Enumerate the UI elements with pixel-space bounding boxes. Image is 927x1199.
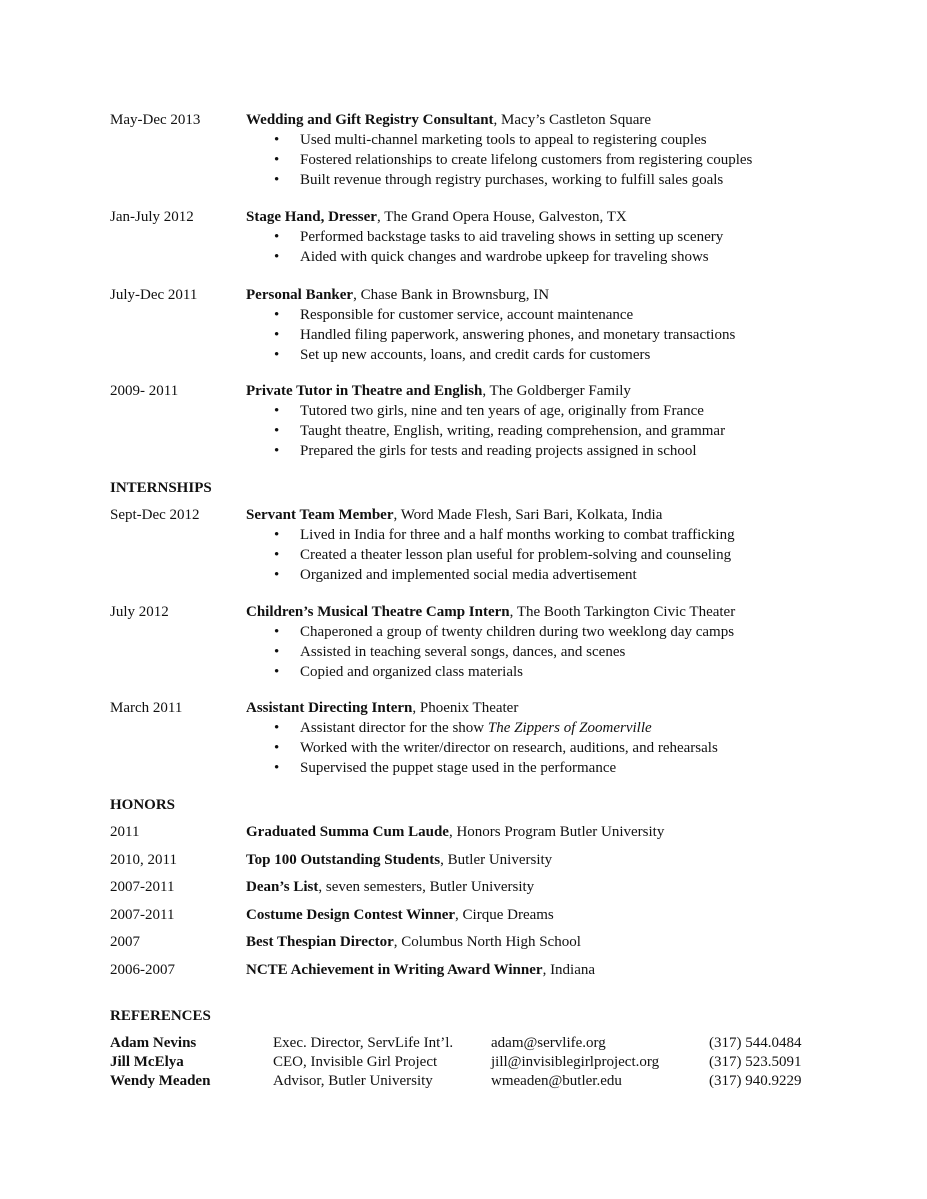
bullet-list [246,401,725,461]
bullet-text: Responsible for customer service, account maintenance [300,307,634,323]
entry-date: March 2011 [110,700,183,716]
entry-title-line [246,285,549,305]
bullet-text: Taught theatre, English, writing, reading comprehension, and grammar [300,423,726,439]
reference-row [110,1053,830,1072]
bullet-icon: • [274,644,280,660]
reference-row [110,1034,830,1053]
reference-role: Advisor, Butler University [273,1073,433,1089]
bullet-item [246,401,725,421]
bullet-item [246,545,735,565]
bullet-icon: • [274,443,280,459]
entry-date: July-Dec 2011 [110,287,198,303]
bullet-text: Assistant director for the show [300,720,488,736]
honor-org: , Honors Program Butler University [448,824,665,840]
bullet-list [246,525,735,585]
entry-title: Children’s Musical Theatre Camp Intern [246,604,510,620]
bullet-icon: • [274,720,280,736]
honor-org: , Columbus North High School [393,934,581,950]
bullet-text: Built revenue through registry purchases, working to fulfill sales goals [300,172,724,188]
bullet-icon: • [274,152,280,168]
bullet-item [246,130,752,150]
bullet-text: Created a theater lesson plan useful for problem-solving and counseling [300,547,732,563]
honor-title: Best Thespian Director [246,934,394,950]
bullet-item [246,622,734,642]
bullet-text: Worked with the writer/director on research, auditions, and rehearsals [300,740,718,756]
honor-org: , Cirque Dreams [455,907,554,923]
reference-phone: (317) 523.5091 [709,1054,802,1070]
entry-date: 2009- 2011 [110,383,179,399]
honor-title-line [246,822,664,842]
entry-title-line [246,698,518,718]
bullet-text: Organized and implemented social media advertisement [300,567,637,583]
bullet-list [246,130,752,190]
bullet-list [246,227,723,267]
bullet-icon: • [274,760,280,776]
honor-title: Costume Design Contest Winner [246,907,456,923]
bullet-text: Set up new accounts, loans, and credit cards for customers [300,347,651,363]
reference-name: Jill McElya [110,1054,184,1070]
bullet-icon: • [274,249,280,265]
entry-title: Private Tutor in Theatre and English [246,383,483,399]
honor-title-line [246,905,554,925]
bullet-item [246,345,735,365]
honor-org: , Indiana [542,962,596,978]
bullet-text: Copied and organized class materials [300,664,523,680]
bullet-item [246,525,735,545]
bullet-item [246,441,725,461]
honor-date: 2011 [110,824,140,840]
honor-date: 2006-2007 [110,962,175,978]
entry-title: Stage Hand, Dresser [246,209,377,225]
entry-title: Assistant Directing Intern [246,700,413,716]
honor-org: , seven semesters, Butler University [318,879,535,895]
entry-org: , Word Made Flesh, Sari Bari, Kolkata, India [393,507,663,523]
entry-org: , Chase Bank in Brownsburg, IN [353,287,550,303]
bullet-item [246,227,723,247]
bullet-item [246,662,734,682]
bullet-text: Used multi-channel marketing tools to appeal to registering couples [300,132,707,148]
bullet-list [246,622,734,682]
bullet-icon: • [274,664,280,680]
bullet-item [246,565,735,585]
entry-title-line [246,381,631,401]
reference-email[interactable]: wmeaden@butler.edu [491,1073,622,1089]
reference-name: Wendy Meaden [110,1073,211,1089]
entry-title: Personal Banker [246,287,354,303]
bullet-item [246,170,752,190]
bullet-item [246,642,734,662]
entry-title-line [246,602,735,622]
bullet-icon: • [274,624,280,640]
bullet-icon: • [274,423,280,439]
bullet-text: Assisted in teaching several songs, dances, and scenes [300,644,626,660]
reference-row [110,1072,830,1091]
bullet-icon: • [274,307,280,323]
bullet-text: Aided with quick changes and wardrobe upkeep for traveling shows [300,249,709,265]
reference-email[interactable]: adam@servlife.org [491,1035,606,1051]
bullet-item [246,150,752,170]
honor-title: Graduated Summa Cum Laude [246,824,449,840]
honor-title-line [246,850,552,870]
entry-org: , Macy’s Castleton Square [493,112,652,128]
bullet-icon: • [274,527,280,543]
entry-date: Jan-July 2012 [110,209,194,225]
entry-org: , The Grand Opera House, Galveston, TX [376,209,627,225]
entry-title: Servant Team Member [246,507,394,523]
entry-title-line [246,505,662,525]
bullet-icon: • [274,347,280,363]
entry-date: July 2012 [110,604,169,620]
bullet-item [246,305,735,325]
bullet-list [246,718,718,778]
entry-title-line [246,110,651,130]
bullet-text: Prepared the girls for tests and reading projects assigned in school [300,443,697,459]
entry-date: May-Dec 2013 [110,112,201,128]
bullet-item [246,421,725,441]
bullet-icon: • [274,172,280,188]
honor-date: 2007-2011 [110,907,175,923]
entry-org: , The Booth Tarkington Civic Theater [509,604,736,620]
reference-name: Adam Nevins [110,1035,197,1051]
bullet-item [246,738,718,758]
entry-title-line [246,207,627,227]
entry-date: Sept-Dec 2012 [110,507,200,523]
section-heading-internships: INTERNSHIPS [110,480,212,496]
section-heading-honors: HONORS [110,797,176,813]
section-heading-references: REFERENCES [110,1008,211,1024]
bullet-text: Supervised the puppet stage used in the performance [300,760,617,776]
honor-title-line [246,932,581,952]
reference-phone: (317) 940.9229 [709,1073,802,1089]
bullet-icon: • [274,567,280,583]
reference-role: Exec. Director, ServLife Int’l. [273,1035,454,1051]
honor-title: Dean’s List [246,879,319,895]
show-title: The Zippers of Zoomerville [487,720,652,736]
honor-date: 2010, 2011 [110,852,177,868]
reference-phone: (317) 544.0484 [709,1035,802,1051]
honor-date: 2007-2011 [110,879,175,895]
honor-title-line [246,960,595,980]
honor-title-line [246,877,534,897]
bullet-icon: • [274,132,280,148]
honor-org: , Butler University [440,852,553,868]
bullet-text: Handled filing paperwork, answering phones, and monetary transactions [300,327,736,343]
bullet-icon: • [274,229,280,245]
bullet-text: Lived in India for three and a half months working to combat trafficking [300,527,735,543]
bullet-icon: • [274,547,280,563]
bullet-icon: • [274,327,280,343]
bullet-item [246,718,718,738]
bullet-text: Fostered relationships to create lifelong customers from registering couples [300,152,753,168]
honor-date: 2007 [110,934,140,950]
entry-title: Wedding and Gift Registry Consultant [246,112,494,128]
bullet-item [246,758,718,778]
bullet-text: Performed backstage tasks to aid traveling shows in setting up scenery [300,229,724,245]
reference-role: CEO, Invisible Girl Project [273,1054,438,1070]
bullet-list [246,305,735,365]
bullet-text: Tutored two girls, nine and ten years of age, originally from France [300,403,704,419]
bullet-item [246,247,723,267]
honor-title: NCTE Achievement in Writing Award Winner [246,962,543,978]
entry-org: , Phoenix Theater [412,700,519,716]
bullet-item [246,325,735,345]
bullet-icon: • [274,403,280,419]
honor-title: Top 100 Outstanding Students [246,852,441,868]
bullet-text: Chaperoned a group of twenty children during two weeklong day camps [300,624,735,640]
reference-email[interactable]: jill@invisiblegirlproject.org [491,1054,660,1070]
entry-org: , The Goldberger Family [482,383,631,399]
bullet-icon: • [274,740,280,756]
